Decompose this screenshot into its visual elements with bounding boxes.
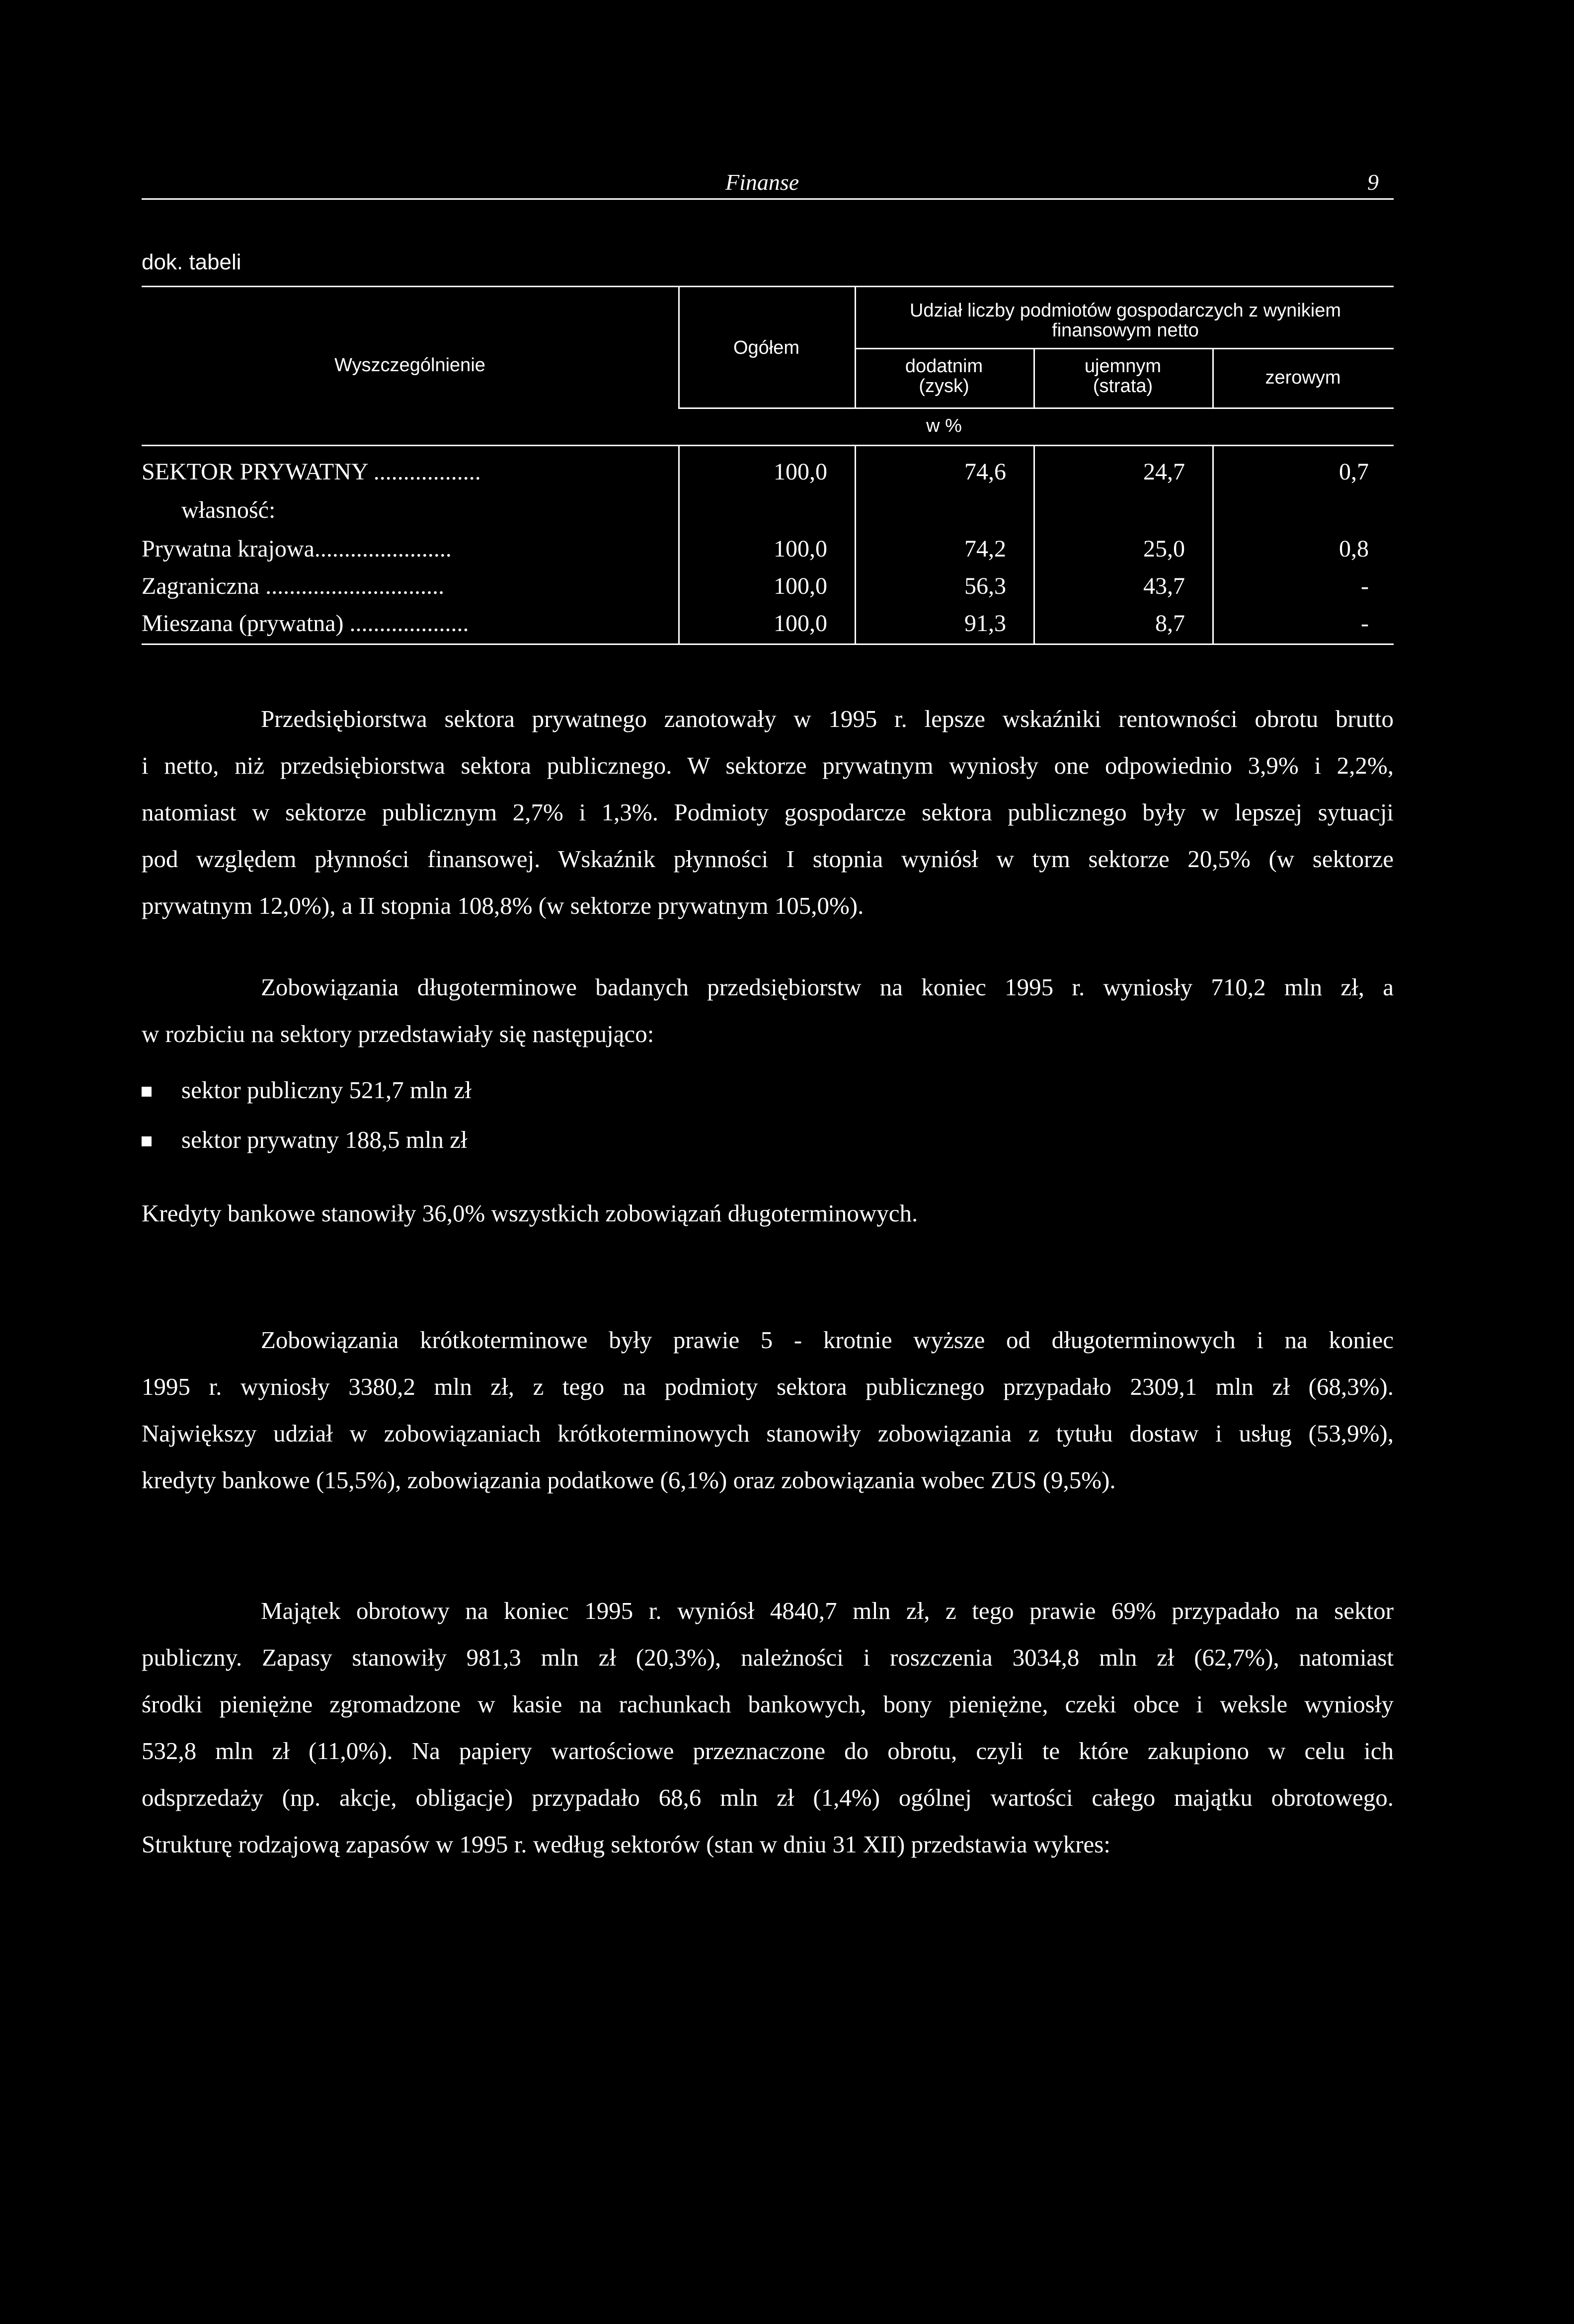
cell-dodatnim: 91,3	[964, 610, 1006, 637]
cell-ujemnym: 24,7	[1143, 459, 1185, 485]
row-label: SEKTOR PRYWATNY ..................	[142, 459, 481, 485]
bullet-square-icon	[142, 1087, 152, 1097]
header-bottom-rule	[142, 445, 1394, 446]
row-label: Prywatna krajowa.......................	[142, 536, 452, 562]
text-line: pod względem płynności finansowej. Wskaźnik płynności I stopnia wyniósł w tym sektorze 20,5% (w sektorze	[142, 845, 1394, 873]
text-line: Zobowiązania krótkoterminowe były prawie 5 - krotnie wyższe od długoterminowych i na koniec	[261, 1326, 1394, 1354]
header-group: Udział liczby podmiotów gospodarczych z wynikiem finansowym netto	[909, 300, 1341, 341]
table-row	[142, 490, 1394, 529]
cell-ujemnym: 43,7	[1143, 573, 1185, 599]
table-caption: dok. tabeli	[142, 250, 241, 274]
running-header-title: Finanse	[725, 169, 799, 195]
text-line: w rozbiciu na sektory przedstawiały się następująco:	[142, 1020, 654, 1047]
table-row	[142, 529, 1394, 568]
cell-ujemnym: 25,0	[1143, 536, 1185, 562]
table-bottom-rule	[142, 643, 1394, 645]
col-divider-3	[1033, 348, 1035, 407]
cell-zerowym: 0,8	[1339, 536, 1369, 562]
paragraph-long-term-liabilities	[142, 964, 1394, 1057]
text-line: prywatnym 12,0%), a II stopnia 108,8% (w sektorze prywatnym 105,0%).	[142, 892, 864, 919]
text-line: Strukturę rodzajową zapasów w 1995 r. według sektorów (stan w dniu 31 XII) przedstawia wykres:	[142, 1831, 1110, 1858]
text-line: Majątek obrotowy na koniec 1995 r. wyniósł 4840,7 mln zł, z tego prawie 69% przypadało na sektor	[261, 1597, 1394, 1624]
table-row	[142, 604, 1394, 642]
cell-zerowym: -	[1361, 610, 1369, 637]
text-line: 1995 r. wyniosły 3380,2 mln zł, z tego na podmioty sektora publicznego przypadało 2309,1 mln zł (68,3%).	[142, 1373, 1394, 1400]
group-header-rule	[855, 348, 1394, 349]
header-wyszczegolnienie: Wyszczególnienie	[334, 355, 485, 376]
cell-ujemnym: 8,7	[1155, 610, 1185, 637]
row-label: Mieszana (prywatna) ....................	[142, 610, 469, 637]
table-top-rule	[142, 286, 1394, 287]
list-item-text: sektor prywatny 188,5 mln zł	[181, 1126, 468, 1153]
list-item-text: sektor publiczny 521,7 mln zł	[181, 1076, 472, 1104]
text-line: natomiast w sektorze publicznym 2,7% i 1,3%. Podmioty gospodarcze sektora publicznego były w lepszej sytuacji	[142, 799, 1394, 826]
text-line: 532,8 mln zł (11,0%). Na papiery wartościowe przeznaczone do obrotu, czyli te które zakupiono w celu ich	[142, 1737, 1394, 1764]
paragraph-current-assets	[142, 1588, 1394, 1868]
text-line: środki pieniężne zgromadzone w kasie na rachunkach bankowych, bony pieniężne, czeki obce i weksle wyniosły	[142, 1690, 1394, 1718]
cell-ogolem: 100,0	[774, 536, 827, 562]
cell-ogolem: 100,0	[774, 573, 827, 599]
bullet-square-icon	[142, 1136, 152, 1146]
cell-ogolem: 100,0	[774, 459, 827, 485]
paragraph-profitability	[142, 696, 1394, 929]
header-ogolem: Ogółem	[733, 337, 800, 358]
col-divider-2	[855, 286, 856, 407]
paragraph-bank-credits	[142, 1190, 1394, 1237]
text-line: Największy udział w zobowiązaniach krótkoterminowych stanowiły zobowiązania z tytułu dostaw i usług (53,9%),	[142, 1420, 1394, 1447]
header-rule	[142, 198, 1394, 200]
page-number: 9	[1367, 169, 1379, 195]
sub-header-rule	[678, 407, 1394, 409]
table-row	[142, 452, 1394, 491]
text-line: odsprzedaży (np. akcje, obligacje) przypadało 68,6 mln zł (1,4%) ogólnej wartości całego majątku obrotowego.	[142, 1784, 1394, 1811]
cell-dodatnim: 74,6	[964, 459, 1006, 485]
cell-dodatnim: 74,2	[964, 536, 1006, 562]
cell-dodatnim: 56,3	[964, 573, 1006, 599]
paragraph-short-term-liabilities	[142, 1317, 1394, 1504]
text-line: kredyty bankowe (15,5%), zobowiązania podatkowe (6,1%) oraz zobowiązania wobec ZUS (9,5%).	[142, 1466, 1116, 1494]
header-unit: w %	[926, 415, 962, 436]
row-label: Zagraniczna ..............................	[142, 573, 445, 599]
row-label: własność:	[181, 497, 276, 523]
running-header	[142, 164, 1394, 200]
cell-ogolem: 100,0	[774, 610, 827, 637]
cell-zerowym: 0,7	[1339, 459, 1369, 485]
text-line: Przedsiębiorstwa sektora prywatnego zanotowały w 1995 r. lepsze wskaźniki rentowności obrotu brutto	[261, 705, 1394, 732]
data-table	[142, 286, 1394, 648]
header-zerowym: zerowym	[1265, 367, 1341, 388]
cell-zerowym: -	[1361, 573, 1369, 599]
header-dodatnim: dodatnim (zysk)	[905, 356, 983, 397]
text-line: publiczny. Zapasy stanowiły 981,3 mln zł (20,3%), należności i roszczenia 3034,8 mln zł (62,7%), natomiast	[142, 1644, 1394, 1671]
text-line: Zobowiązania długoterminowe badanych przedsiębiorstw na koniec 1995 r. wyniosły 710,2 mln zł, a	[261, 973, 1394, 1001]
header-ujemnym: ujemnym (strata)	[1084, 356, 1162, 397]
table-row	[142, 566, 1394, 605]
text-line: Kredyty bankowe stanowiły 36,0% wszystkich zobowiązań długoterminowych.	[142, 1200, 918, 1227]
text-line: i netto, niż przedsiębiorstwa sektora publicznego. W sektorze prywatnym wyniosły one odpowiednio 3,9% i 2,2%,	[142, 752, 1394, 779]
